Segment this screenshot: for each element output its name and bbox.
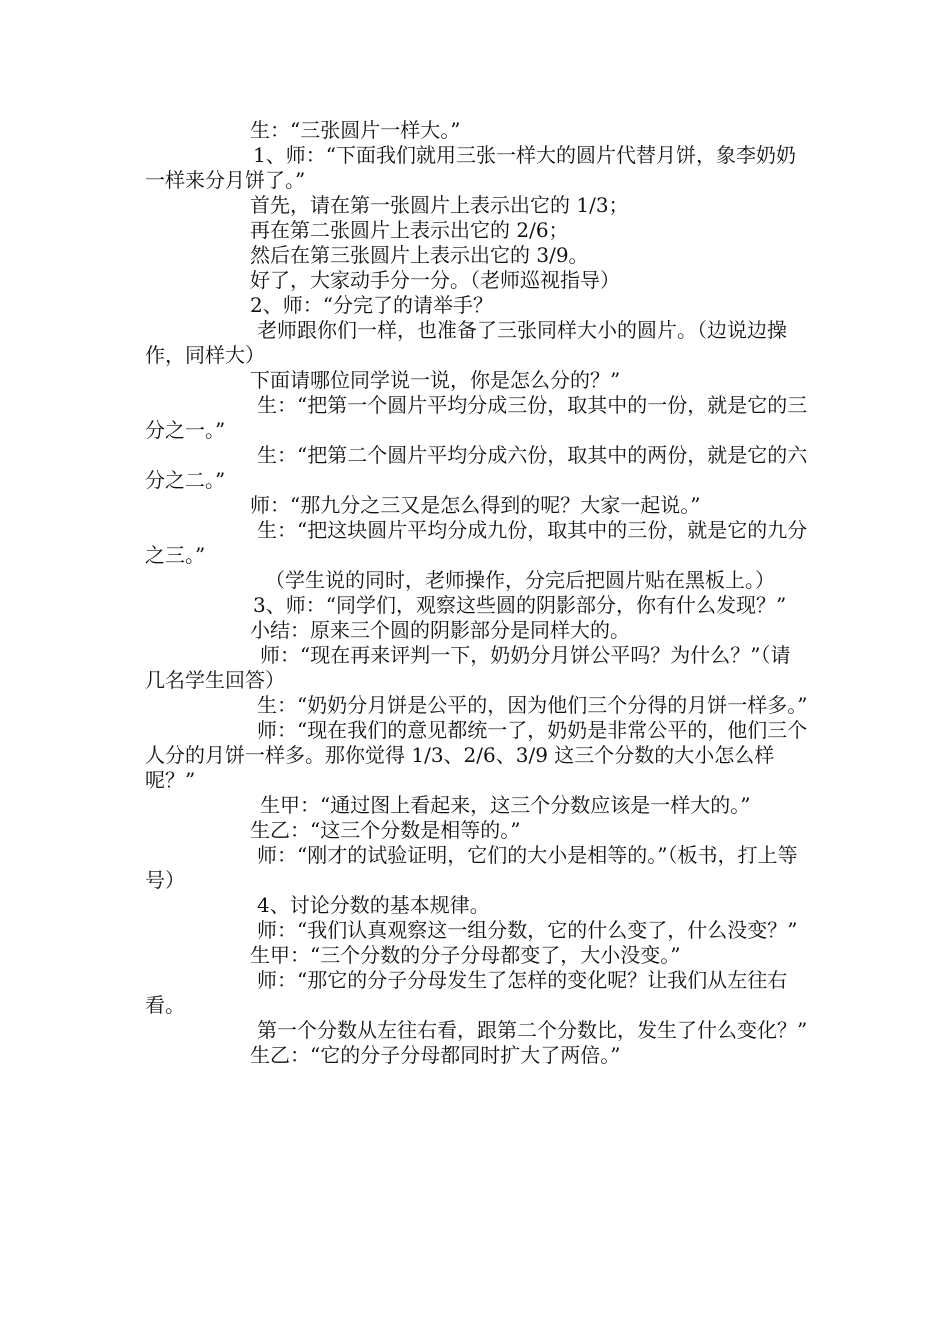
document-body <box>145 118 810 1068</box>
paragraph: 生乙：“这三个分数是相等的。” <box>250 818 521 842</box>
paragraph: 生甲：“三个分数的分子分母都变了，大小没变。” <box>250 943 681 967</box>
paragraph: 师：“现在再来评判一下，奶奶分月饼公平吗？为什么？”（请几名学生回答） <box>145 643 791 692</box>
paragraph: 好了，大家动手分一分。（老师巡视指导） <box>250 268 620 292</box>
paragraph: 生：“三张圆片一样大。” <box>250 118 461 142</box>
paragraph: 再在第二张圆片上表示出它的 2/6； <box>250 218 569 242</box>
paragraph: 1、师：“下面我们就用三张一样大的圆片代替月饼，象李奶奶一样来分月饼了。” <box>145 143 796 192</box>
paragraph: （学生说的同时，老师操作，分完后把圆片贴在黑板上。） <box>265 568 775 592</box>
paragraph: 师：“刚才的试验证明，它们的大小是相等的。”（板书，打上等号） <box>145 843 798 892</box>
paragraph: 师：“现在我们的意见都统一了，奶奶是非常公平的，他们三个人分的月饼一样多。那你觉得 1/3、2/6、3/9 这三个分数的大小怎么样呢？” <box>145 718 808 792</box>
paragraph: 4、讨论分数的基本规律。 <box>257 893 490 917</box>
paragraph: 小结：原来三个圆的阴影部分是同样大的。 <box>250 618 630 642</box>
paragraph: 下面请哪位同学说一说，你是怎么分的？” <box>250 368 621 392</box>
paragraph: 师：“那九分之三又是怎么得到的呢？大家一起说。” <box>250 493 701 517</box>
paragraph: 3、师：“同学们，观察这些圆的阴影部分，你有什么发现？” <box>253 593 787 617</box>
paragraph: 生：“把第一个圆片平均分成三份，取其中的一份，就是它的三分之一。” <box>145 393 808 442</box>
paragraph: 师：“那它的分子分母发生了怎样的变化呢？让我们从左往右看。 <box>145 968 788 1017</box>
paragraph: 第一个分数从左往右看，跟第二个分数比，发生了什么变化？” <box>257 1018 808 1042</box>
paragraph: 生：“把这块圆片平均分成九份，取其中的三份，就是它的九分之三。” <box>145 518 808 567</box>
paragraph: 老师跟你们一样，也准备了三张同样大小的圆片。（边说边操作，同样大） <box>145 318 787 367</box>
paragraph: 师：“我们认真观察这一组分数，它的什么变了，什么没变？” <box>257 918 798 942</box>
paragraph: 然后在第三张圆片上表示出它的 3/9。 <box>250 243 589 267</box>
paragraph: 生：“奶奶分月饼是公平的，因为他们三个分得的月饼一样多。” <box>257 693 808 717</box>
paragraph: 生乙：“它的分子分母都同时扩大了两倍。” <box>250 1043 621 1067</box>
paragraph: 生：“把第二个圆片平均分成六份，取其中的两份，就是它的六分之二。” <box>145 443 808 492</box>
paragraph: 首先，请在第一张圆片上表示出它的 1/3； <box>250 193 629 217</box>
paragraph: 生甲：“通过图上看起来，这三个分数应该是一样大的。” <box>260 793 751 817</box>
paragraph: 2、师：“分完了的请举手？ <box>250 293 493 317</box>
